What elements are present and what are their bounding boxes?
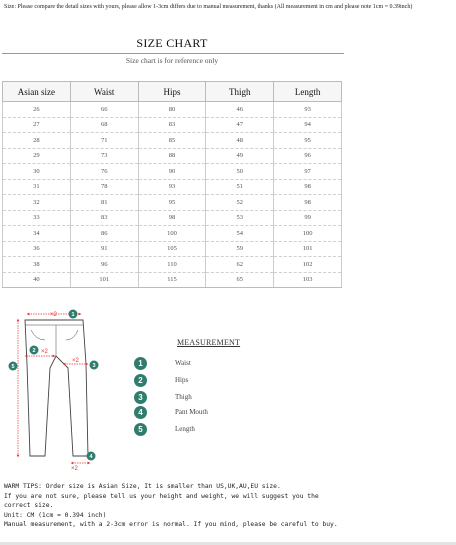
- hips-cell: 110: [138, 257, 206, 273]
- size-cell: 27: [3, 117, 71, 133]
- hips-cell: 100: [138, 226, 206, 242]
- hips-cell: 83: [138, 117, 206, 133]
- hips-cell: 115: [138, 272, 206, 288]
- hips-cell: 95: [138, 195, 206, 211]
- diagram-marker-2: [30, 346, 39, 355]
- measurement-item-waist: [134, 356, 191, 370]
- thigh-cell: 62: [206, 257, 274, 273]
- table-row: [3, 133, 342, 149]
- thigh-cell: 49: [206, 148, 274, 164]
- thigh-cell: 65: [206, 272, 274, 288]
- table-row: [3, 226, 342, 242]
- table-row: [3, 164, 342, 180]
- measurement-label: Pant Mouth: [175, 408, 208, 416]
- tips-line: Unit: CM (1cm = 0.394 inch): [4, 511, 107, 519]
- size-cell: 32: [3, 195, 71, 211]
- thigh-cell: 47: [206, 117, 274, 133]
- page-title: SIZE CHART: [136, 36, 208, 50]
- length-cell: 99: [274, 210, 342, 226]
- waist-cell: 83: [70, 210, 138, 226]
- number-badge-5: 5: [134, 423, 147, 436]
- col-header-size: Asian size: [3, 82, 71, 102]
- measurement-label: Hips: [175, 376, 189, 384]
- table-row: [3, 102, 342, 118]
- hips-cell: 85: [138, 133, 206, 149]
- number-badge-1: 1: [134, 357, 147, 370]
- table-header-row: [3, 82, 342, 102]
- svg-text:3: 3: [92, 363, 96, 369]
- measurement-item-pant-mouth: [134, 405, 208, 419]
- thigh-cell: 54: [206, 226, 274, 242]
- svg-text:4: 4: [89, 454, 93, 460]
- size-cell: 28: [3, 133, 71, 149]
- table-row: [3, 241, 342, 257]
- tips-line: Manual measurement, with a 2-3cm error is normal. If you mind, please be careful to buy.: [4, 521, 338, 529]
- measurement-title: MEASUREMENT: [177, 338, 241, 347]
- thigh-cell: 59: [206, 241, 274, 257]
- tips-line: If you are not sure, please tell us your height and weight, we will suggest you the correct size.: [4, 492, 323, 510]
- length-cell: 100: [274, 226, 342, 242]
- measurement-label: Thigh: [175, 393, 192, 401]
- table-body: [3, 102, 342, 288]
- table-row: [3, 257, 342, 273]
- thigh-cell: 53: [206, 210, 274, 226]
- size-cell: 36: [3, 241, 71, 257]
- measurement-item-thigh: [134, 390, 192, 404]
- waist-cell: 101: [70, 272, 138, 288]
- number-badge-2: 2: [134, 374, 147, 387]
- svg-text:1: 1: [71, 312, 75, 318]
- measurement-label: Waist: [175, 359, 191, 367]
- length-cell: 101: [274, 241, 342, 257]
- col-header-hips: Hips: [138, 82, 206, 102]
- waist-cell: 76: [70, 164, 138, 180]
- diagram-marker-4: [87, 452, 96, 461]
- size-note: Size: Please compare the detail sizes with yours, please allow 1-3cm differs due to manual measurement, thanks (All measurement in cm and please note 1cm = 0.39inch): [4, 4, 413, 10]
- col-header-thigh: Thigh: [206, 82, 274, 102]
- waist-cell: 86: [70, 226, 138, 242]
- length-cell: 98: [274, 195, 342, 211]
- thigh-cell: 48: [206, 133, 274, 149]
- col-header-length: Length: [274, 82, 342, 102]
- table-row: [3, 272, 342, 288]
- waist-cell: 78: [70, 179, 138, 195]
- length-cell: 103: [274, 272, 342, 288]
- x2-label-top: ×2: [50, 312, 57, 318]
- tips-line: WARM TIPS: Order size is Asian Size, It is smaller than US,UK,AU,EU size.: [4, 483, 281, 490]
- warm-tips: [4, 482, 344, 530]
- measurement-label: Length: [175, 425, 195, 433]
- size-cell: 34: [3, 226, 71, 242]
- size-table: [2, 81, 342, 288]
- diagram-marker-3: [90, 361, 99, 370]
- hips-cell: 93: [138, 179, 206, 195]
- pants-diagram: [8, 306, 116, 472]
- page-subtitle: Size chart is for reference only: [125, 56, 219, 65]
- thigh-cell: 46: [206, 102, 274, 118]
- table-row: [3, 179, 342, 195]
- table-row: [3, 148, 342, 164]
- hips-cell: 105: [138, 241, 206, 257]
- diagram-marker-1: [69, 310, 78, 319]
- thigh-cell: 51: [206, 179, 274, 195]
- svg-text:2: 2: [32, 348, 36, 354]
- number-badge-4: 4: [134, 406, 147, 419]
- size-cell: 38: [3, 257, 71, 273]
- waist-cell: 71: [70, 133, 138, 149]
- size-cell: 33: [3, 210, 71, 226]
- hips-cell: 98: [138, 210, 206, 226]
- x2-label-left: ×2: [41, 349, 48, 355]
- waist-cell: 66: [70, 102, 138, 118]
- title-divider: [2, 53, 344, 54]
- measurement-item-length: [134, 422, 195, 436]
- length-cell: 93: [274, 102, 342, 118]
- table-row: [3, 117, 342, 133]
- size-cell: 40: [3, 272, 71, 288]
- waist-cell: 81: [70, 195, 138, 211]
- waist-cell: 91: [70, 241, 138, 257]
- diagram-marker-5: [9, 362, 18, 371]
- length-cell: 102: [274, 257, 342, 273]
- size-cell: 26: [3, 102, 71, 118]
- number-badge-3: 3: [134, 391, 147, 404]
- col-header-waist: Waist: [70, 82, 138, 102]
- length-cell: 98: [274, 179, 342, 195]
- length-cell: 96: [274, 148, 342, 164]
- size-cell: 29: [3, 148, 71, 164]
- thigh-cell: 50: [206, 164, 274, 180]
- svg-text:5: 5: [11, 364, 15, 370]
- waist-cell: 73: [70, 148, 138, 164]
- length-cell: 94: [274, 117, 342, 133]
- pants-outline: [25, 320, 88, 456]
- hips-cell: 88: [138, 148, 206, 164]
- hips-cell: 90: [138, 164, 206, 180]
- thigh-cell: 52: [206, 195, 274, 211]
- hips-cell: 80: [138, 102, 206, 118]
- x2-label-mid: ×2: [72, 358, 79, 364]
- size-cell: 30: [3, 164, 71, 180]
- measurement-item-hips: [134, 373, 189, 387]
- waist-cell: 96: [70, 257, 138, 273]
- length-cell: 95: [274, 133, 342, 149]
- waist-cell: 68: [70, 117, 138, 133]
- x2-label-bottom: ×2: [71, 466, 78, 472]
- size-cell: 31: [3, 179, 71, 195]
- table-row: [3, 210, 342, 226]
- length-cell: 97: [274, 164, 342, 180]
- table-row: [3, 195, 342, 211]
